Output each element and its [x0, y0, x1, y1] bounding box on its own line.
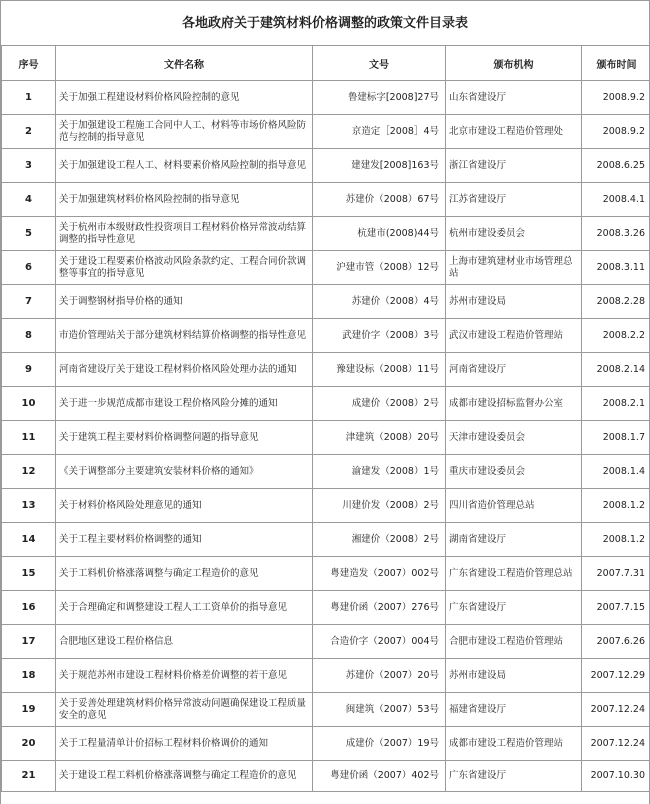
issuing-agency: 河南省建设厅 [446, 353, 582, 387]
file-name: 关于调整钢材指导价格的通知 [56, 285, 313, 319]
issuing-agency: 苏州市建设局 [446, 659, 582, 693]
document-number: 合造价字（2007）004号 [313, 625, 446, 659]
issue-date: 2008.1.4 [582, 455, 650, 489]
issue-date: 2008.1.7 [582, 421, 650, 455]
table-row [2, 761, 650, 792]
row-number: 15 [2, 557, 56, 591]
file-name: 关于杭州市本级财政性投资项目工程材料价格异常波动结算调整的指导性意见 [56, 217, 313, 251]
row-number: 1 [2, 81, 56, 115]
file-name: 关于建设工程要素价格波动风险条款约定、工程合同价款调整等事宜的指导意见 [56, 251, 313, 285]
table-row [2, 421, 650, 455]
header-name: 文件名称 [56, 46, 313, 81]
document-number: 湘建价（2008）2号 [313, 523, 446, 557]
table-row [2, 319, 650, 353]
issue-date: 2008.3.11 [582, 251, 650, 285]
row-number: 12 [2, 455, 56, 489]
issuing-agency: 重庆市建设委员会 [446, 455, 582, 489]
header-date: 颁布时间 [582, 46, 650, 81]
issuing-agency: 四川省造价管理总站 [446, 489, 582, 523]
policy-table [1, 45, 650, 792]
table-row [2, 353, 650, 387]
table-row [2, 115, 650, 149]
row-number: 5 [2, 217, 56, 251]
file-name: 河南省建设厅关于建设工程材料价格风险处理办法的通知 [56, 353, 313, 387]
document-number: 川建价发（2008）2号 [313, 489, 446, 523]
issuing-agency: 广东省建设厅 [446, 761, 582, 792]
file-name: 关于加强工程建设材料价格风险控制的意见 [56, 81, 313, 115]
table-row [2, 183, 650, 217]
document-number: 苏建价（2007）20号 [313, 659, 446, 693]
issuing-agency: 浙江省建设厅 [446, 149, 582, 183]
file-name: 关于建设工程工料机价格涨落调整与确定工程造价的意见 [56, 761, 313, 792]
issue-date: 2008.3.26 [582, 217, 650, 251]
table-row [2, 149, 650, 183]
file-name: 合肥地区建设工程价格信息 [56, 625, 313, 659]
document-number: 沪建市管（2008）12号 [313, 251, 446, 285]
row-number: 10 [2, 387, 56, 421]
file-name: 关于加强建设工程施工合同中人工、材料等市场价格风险防范与控制的指导意见 [56, 115, 313, 149]
issue-date: 2007.12.24 [582, 727, 650, 761]
issue-date: 2008.2.28 [582, 285, 650, 319]
row-number: 16 [2, 591, 56, 625]
file-name: 关于进一步规范成都市建设工程价格风险分摊的通知 [56, 387, 313, 421]
issue-date: 2008.6.25 [582, 149, 650, 183]
file-name: 《关于调整部分主要建筑安装材料价格的通知》 [56, 455, 313, 489]
document-number: 鲁建标字[2008]27号 [313, 81, 446, 115]
document-number: 苏建价（2008）4号 [313, 285, 446, 319]
file-name: 关于规范苏州市建设工程材料价格差价调整的若干意见 [56, 659, 313, 693]
issue-date: 2008.1.2 [582, 489, 650, 523]
row-number: 19 [2, 693, 56, 727]
issuing-agency: 山东省建设厅 [446, 81, 582, 115]
file-name: 关于加强建设工程人工、材料要素价格风险控制的指导意见 [56, 149, 313, 183]
row-number: 8 [2, 319, 56, 353]
row-number: 3 [2, 149, 56, 183]
document-number: 闽建筑（2007）53号 [313, 693, 446, 727]
document-number: 津建筑（2008）20号 [313, 421, 446, 455]
issuing-agency: 广东省建设工程造价管理总站 [446, 557, 582, 591]
table-row [2, 625, 650, 659]
file-name: 关于建筑工程主要材料价格调整问题的指导意见 [56, 421, 313, 455]
issue-date: 2007.7.15 [582, 591, 650, 625]
table-row [2, 217, 650, 251]
document-number: 粤建价函（2007）276号 [313, 591, 446, 625]
document-number: 粤建价函（2007）402号 [313, 761, 446, 792]
header-no: 序号 [2, 46, 56, 81]
table-row [2, 659, 650, 693]
document-number: 京造定［2008］4号 [313, 115, 446, 149]
row-number: 11 [2, 421, 56, 455]
issue-date: 2008.2.2 [582, 319, 650, 353]
file-name: 关于妥善处理建筑材料价格异常波动问题确保建设工程质量安全的意见 [56, 693, 313, 727]
document-number: 成建价（2007）19号 [313, 727, 446, 761]
row-number: 9 [2, 353, 56, 387]
file-name: 关于材料价格风险处理意见的通知 [56, 489, 313, 523]
row-number: 4 [2, 183, 56, 217]
row-number: 14 [2, 523, 56, 557]
issue-date: 2007.6.26 [582, 625, 650, 659]
issuing-agency: 北京市建设工程造价管理处 [446, 115, 582, 149]
file-name: 关于工程量清单计价招标工程材料价格调价的通知 [56, 727, 313, 761]
issuing-agency: 湖南省建设厅 [446, 523, 582, 557]
header-doc: 文号 [313, 46, 446, 81]
issue-date: 2008.2.1 [582, 387, 650, 421]
issue-date: 2007.7.31 [582, 557, 650, 591]
table-row [2, 285, 650, 319]
row-number: 18 [2, 659, 56, 693]
issue-date: 2007.12.29 [582, 659, 650, 693]
table-row [2, 81, 650, 115]
issuing-agency: 成都市建设工程造价管理站 [446, 727, 582, 761]
document-number: 成建价（2008）2号 [313, 387, 446, 421]
row-number: 21 [2, 761, 56, 792]
file-name: 市造价管理站关于部分建筑材料结算价格调整的指导性意见 [56, 319, 313, 353]
file-name: 关于合理确定和调整建设工程人工工资单价的指导意见 [56, 591, 313, 625]
document-number: 杭建市(2008)44号 [313, 217, 446, 251]
issue-date: 2008.4.1 [582, 183, 650, 217]
issue-date: 2007.10.30 [582, 761, 650, 792]
table-row [2, 523, 650, 557]
table-row [2, 557, 650, 591]
row-number: 13 [2, 489, 56, 523]
issue-date: 2008.9.2 [582, 115, 650, 149]
table-row [2, 591, 650, 625]
table-row [2, 693, 650, 727]
file-name: 关于工料机价格涨落调整与确定工程造价的意见 [56, 557, 313, 591]
table-row [2, 489, 650, 523]
issuing-agency: 天津市建设委员会 [446, 421, 582, 455]
issuing-agency: 杭州市建设委员会 [446, 217, 582, 251]
row-number: 17 [2, 625, 56, 659]
document-number: 苏建价（2008）67号 [313, 183, 446, 217]
document-number: 渝建发（2008）1号 [313, 455, 446, 489]
table-row [2, 727, 650, 761]
table-header-row [2, 46, 650, 81]
issuing-agency: 合肥市建设工程造价管理站 [446, 625, 582, 659]
issue-date: 2008.1.2 [582, 523, 650, 557]
row-number: 2 [2, 115, 56, 149]
issuing-agency: 武汉市建设工程造价管理站 [446, 319, 582, 353]
table-row [2, 387, 650, 421]
issue-date: 2008.9.2 [582, 81, 650, 115]
issuing-agency: 福建省建设厅 [446, 693, 582, 727]
issuing-agency: 上海市建筑建材业市场管理总站 [446, 251, 582, 285]
row-number: 6 [2, 251, 56, 285]
table-row [2, 251, 650, 285]
row-number: 7 [2, 285, 56, 319]
page-title: 各地政府关于建筑材料价格调整的政策文件目录表 [1, 0, 649, 45]
document-number: 武建价字（2008）3号 [313, 319, 446, 353]
issuing-agency: 苏州市建设局 [446, 285, 582, 319]
file-name: 关于加强建筑材料价格风险控制的指导意见 [56, 183, 313, 217]
table-body [2, 81, 650, 792]
document-number: 豫建设标（2008）11号 [313, 353, 446, 387]
issue-date: 2008.2.14 [582, 353, 650, 387]
document-number: 建建发[2008]163号 [313, 149, 446, 183]
issue-date: 2007.12.24 [582, 693, 650, 727]
document-number: 粤建造发（2007）002号 [313, 557, 446, 591]
row-number: 20 [2, 727, 56, 761]
issuing-agency: 江苏省建设厅 [446, 183, 582, 217]
table-row [2, 455, 650, 489]
header-org: 颁布机构 [446, 46, 582, 81]
file-name: 关于工程主要材料价格调整的通知 [56, 523, 313, 557]
issuing-agency: 成都市建设招标监督办公室 [446, 387, 582, 421]
issuing-agency: 广东省建设厅 [446, 591, 582, 625]
